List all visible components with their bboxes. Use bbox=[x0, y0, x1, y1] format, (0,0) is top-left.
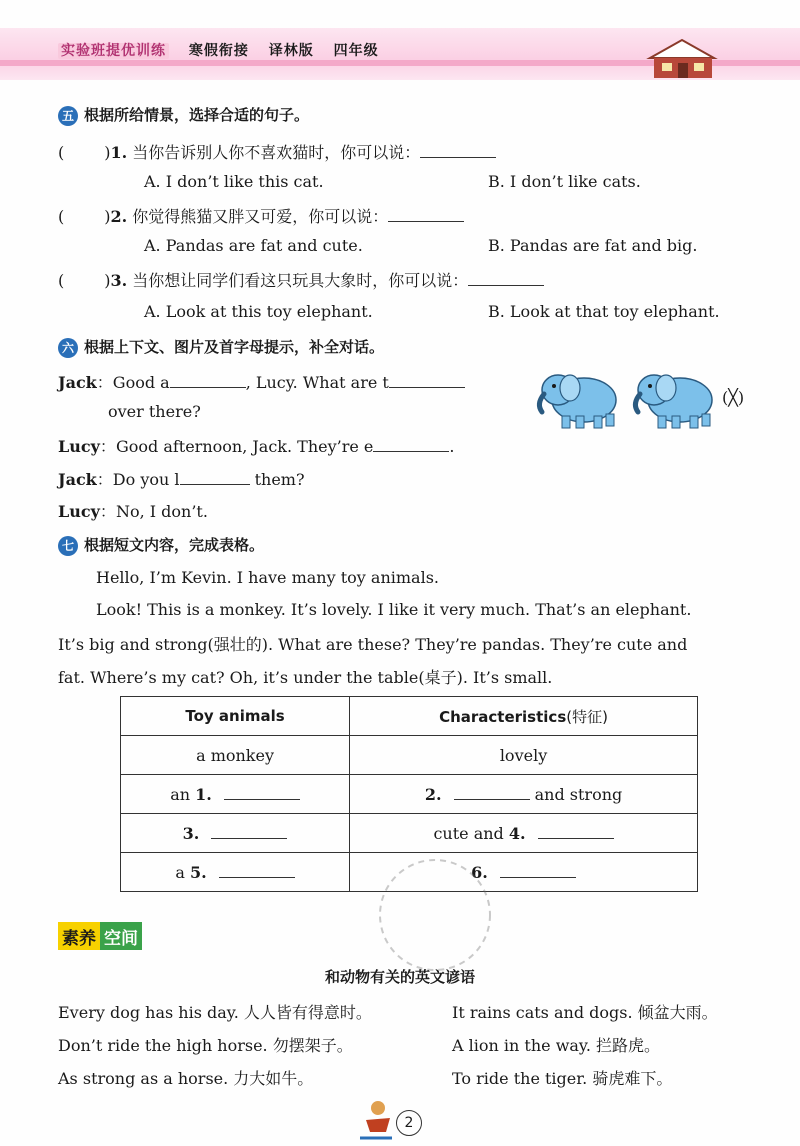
proverbs-heading: 和动物有关的英文谚语 bbox=[324, 968, 475, 986]
dialog-text: No, I don’t. bbox=[115, 502, 208, 521]
q-number: 2. bbox=[110, 207, 128, 226]
section6-title-text: 根据上下文、图片及首字母提示，补全对话。 bbox=[84, 338, 385, 356]
paren-close: ) bbox=[104, 143, 111, 162]
blank-number: 4. bbox=[508, 823, 526, 843]
dialog-line-3 bbox=[58, 467, 305, 490]
passage-line-1: Hello, I’m Kevin. I have many toy animals. bbox=[96, 568, 440, 587]
elephant-mark: (╳) bbox=[722, 388, 745, 407]
table-header-row bbox=[121, 697, 698, 736]
q-number: 1. bbox=[110, 143, 128, 162]
colon: ： bbox=[96, 373, 113, 392]
fill-blank[interactable] bbox=[454, 786, 530, 800]
header-edition: 译林版 bbox=[268, 43, 314, 59]
section7-title bbox=[58, 534, 264, 556]
fill-blank[interactable] bbox=[500, 864, 576, 878]
section6-title bbox=[58, 336, 384, 358]
header-brand: 实验班提优训练 bbox=[58, 43, 169, 59]
stamp-watermark-icon bbox=[370, 850, 500, 980]
fill-blank[interactable] bbox=[420, 144, 496, 158]
proverb-item: As strong as a horse. 力大如牛。 bbox=[58, 1069, 314, 1088]
colon: ： bbox=[96, 470, 113, 489]
paren-close: ) bbox=[104, 207, 111, 226]
blank-number: 6. bbox=[471, 862, 488, 882]
elephant-icon bbox=[532, 364, 624, 430]
page-number: 2 bbox=[396, 1110, 422, 1136]
fill-blank[interactable] bbox=[219, 864, 295, 878]
proverb-item: A lion in the way. 拦路虎。 bbox=[452, 1036, 661, 1055]
speaker: Lucy bbox=[58, 502, 100, 521]
paren-close: ) bbox=[104, 271, 111, 290]
blank-number: 5. bbox=[190, 862, 207, 882]
passage-line-3: It’s big and strong(强壮的). What are these? They’re pandas. They’re cute and bbox=[58, 635, 688, 654]
skater-icon bbox=[356, 1098, 396, 1142]
colon: ： bbox=[99, 502, 116, 521]
colon: ： bbox=[99, 437, 116, 456]
tag-part-2: 空间 bbox=[100, 922, 142, 950]
dialog-text: Do you l bbox=[112, 470, 180, 489]
cell: a monkey bbox=[121, 736, 350, 775]
paren-open: ( bbox=[58, 207, 65, 226]
fill-blank[interactable] bbox=[211, 825, 287, 839]
dialog-line-1-cont: over there? bbox=[108, 402, 201, 421]
literacy-space-tag bbox=[58, 922, 142, 950]
cell-prefix: cute and bbox=[433, 823, 504, 843]
s5-q2-option-b[interactable]: B. Pandas are fat and big. bbox=[488, 236, 698, 255]
section7-badge: 七 bbox=[58, 536, 78, 556]
cell-suffix: and strong bbox=[534, 784, 623, 804]
section5-title-text: 根据所给情景，选择合适的句子。 bbox=[84, 106, 310, 124]
section5-badge: 五 bbox=[58, 106, 78, 126]
fill-blank[interactable] bbox=[389, 374, 465, 388]
s5-q1-option-b[interactable]: B. I don’t like cats. bbox=[488, 172, 641, 191]
dialog-text: them? bbox=[249, 470, 305, 489]
section5-title bbox=[58, 104, 309, 126]
dialog-line-2 bbox=[58, 434, 454, 457]
cell bbox=[350, 814, 698, 853]
cell-prefix: a bbox=[175, 862, 185, 882]
s5-q2-option-a[interactable]: A. Pandas are fat and cute. bbox=[144, 236, 363, 255]
s5-q3-option-a[interactable]: A. Look at this toy elephant. bbox=[144, 302, 373, 321]
q-text: 你觉得熊猫又胖又可爱，你可以说： bbox=[132, 207, 389, 226]
paren-open: ( bbox=[58, 143, 65, 162]
fill-blank[interactable] bbox=[538, 825, 614, 839]
s5-q1-option-a[interactable]: A. I don’t like this cat. bbox=[144, 172, 324, 191]
header-characteristics-en: Characteristics bbox=[439, 707, 567, 726]
house-icon bbox=[642, 36, 722, 80]
s5-q1 bbox=[58, 140, 496, 163]
fill-blank[interactable] bbox=[388, 208, 464, 222]
q-text: 当你想让同学们看这只玩具大象时，你可以说： bbox=[132, 271, 469, 290]
cell bbox=[121, 775, 350, 814]
fill-blank[interactable] bbox=[373, 438, 449, 452]
proverb-item: Every dog has his day. 人人皆有得意时。 bbox=[58, 1003, 372, 1022]
header-subtitle: 寒假衔接 bbox=[188, 43, 249, 59]
proverb-item: Don’t ride the high horse. 勿摆架子。 bbox=[58, 1036, 353, 1055]
blank-number: 2. bbox=[424, 784, 442, 804]
section7-title-text: 根据短文内容，完成表格。 bbox=[84, 536, 265, 554]
dialog-text: , Lucy. What are t bbox=[245, 373, 389, 392]
dialog-text: Good afternoon, Jack. They’re e bbox=[115, 437, 374, 456]
header-grade: 四年级 bbox=[333, 43, 379, 59]
s5-q3 bbox=[58, 268, 544, 291]
speaker: Jack bbox=[58, 470, 97, 489]
dialog-line-4 bbox=[58, 499, 208, 522]
header-characteristics bbox=[350, 697, 698, 736]
elephant-icon bbox=[628, 364, 720, 430]
fill-blank[interactable] bbox=[180, 471, 250, 485]
passage-line-2: Look! This is a monkey. It’s lovely. I like it very much. That’s an elephant. bbox=[96, 600, 692, 619]
header-characteristics-cn: (特征) bbox=[566, 707, 608, 726]
dialog-line-1 bbox=[58, 370, 465, 393]
table-row bbox=[121, 775, 698, 814]
cell: lovely bbox=[350, 736, 698, 775]
blank-number: 3. bbox=[182, 823, 200, 843]
cell bbox=[121, 814, 350, 853]
section6-badge: 六 bbox=[58, 338, 78, 358]
q-text: 当你告诉别人你不喜欢猫时，你可以说： bbox=[132, 143, 421, 162]
cell bbox=[350, 775, 698, 814]
tag-part-1: 素养 bbox=[58, 922, 100, 950]
blank-number: 1. bbox=[195, 784, 212, 804]
passage-line-4: fat. Where’s my cat? Oh, it’s under the table(桌子). It’s small. bbox=[58, 668, 553, 687]
cell bbox=[121, 853, 350, 892]
dialog-text: Good a bbox=[112, 373, 170, 392]
header-text bbox=[58, 40, 393, 60]
q-number: 3. bbox=[110, 271, 128, 290]
fill-blank[interactable] bbox=[224, 786, 300, 800]
header-toy-animals: Toy animals bbox=[121, 697, 350, 736]
proverb-item: To ride the tiger. 骑虎难下。 bbox=[452, 1069, 673, 1088]
table-row bbox=[121, 814, 698, 853]
speaker: Jack bbox=[58, 373, 97, 392]
dialog-text: . bbox=[449, 437, 455, 456]
s5-q2 bbox=[58, 204, 464, 227]
fill-blank[interactable] bbox=[468, 272, 544, 286]
proverb-item: It rains cats and dogs. 倾盆大雨。 bbox=[452, 1003, 718, 1022]
s5-q3-option-b[interactable]: B. Look at that toy elephant. bbox=[488, 302, 720, 321]
fill-blank[interactable] bbox=[170, 374, 246, 388]
paren-open: ( bbox=[58, 271, 65, 290]
speaker: Lucy bbox=[58, 437, 100, 456]
table-row bbox=[121, 736, 698, 775]
cell-prefix: an bbox=[170, 784, 191, 804]
